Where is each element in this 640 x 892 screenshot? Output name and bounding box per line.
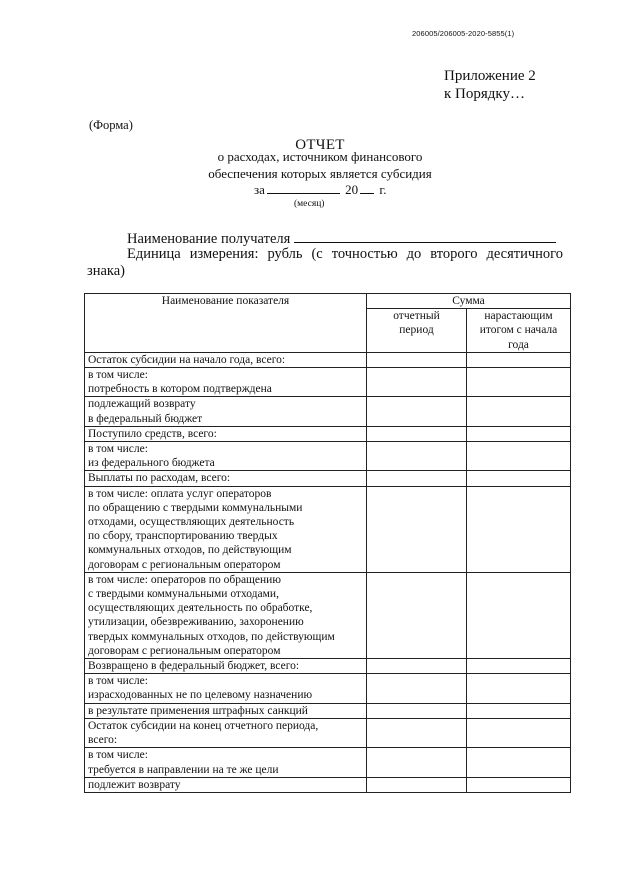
cumulative-cell[interactable] (467, 748, 571, 777)
year-prefix: 20 (345, 182, 359, 197)
row-label: в том числе: оплата услуг операторов по обращению с твердыми коммунальными отходами, осуществляющих деятельность по сбору, транспортированию твердых коммунальных отходов, по действующим договорам с региональным оператором (85, 486, 367, 572)
subtitle-line-1: о расходах, источником финансового (217, 149, 423, 164)
header-cumulative: нарастающим итогом с начала года (467, 309, 571, 353)
reporting-period-cell[interactable] (367, 674, 467, 703)
document-id: 206005/206005-2020-5855(1) (412, 29, 515, 38)
reporting-period-cell[interactable] (367, 442, 467, 471)
unit-of-measure: Единица измерения: рубль (с точностью до второго десятичного знака) (87, 246, 563, 279)
form-label: (Форма) (89, 118, 133, 132)
report-title: ОТЧЕТ (295, 137, 345, 153)
period-prefix: за (254, 182, 265, 197)
table-row (85, 471, 571, 486)
reporting-period-cell[interactable] (367, 426, 467, 441)
row-label: Остаток субсидии на конец отчетного периода, всего: (85, 718, 367, 747)
reporting-period-cell[interactable] (367, 572, 467, 658)
table-row (85, 659, 571, 674)
cumulative-cell[interactable] (467, 368, 571, 397)
table-row (85, 352, 571, 367)
year-blank-field[interactable] (360, 181, 374, 194)
table-row (85, 718, 571, 747)
report-table (84, 293, 571, 793)
cumulative-cell[interactable] (467, 352, 571, 367)
reporting-period-cell[interactable] (367, 368, 467, 397)
recipient-label: Наименование получателя (127, 231, 291, 247)
recipient-blank-field[interactable] (294, 228, 556, 243)
row-label: в том числе: операторов по обращению с твердыми коммунальными отходами, осуществляющих деятельность по обработке, утилизации, обезвреживанию, захоронению твердых коммунальных отходов, по действующим договорам с региональным оператором (85, 572, 367, 658)
table-row (85, 368, 571, 397)
month-blank-field[interactable] (267, 181, 340, 194)
row-label: в том числе: из федерального бюджета (85, 442, 367, 471)
table-row (85, 442, 571, 471)
header-indicator-name: Наименование показателя (85, 294, 367, 353)
report-period (254, 181, 387, 198)
cumulative-cell[interactable] (467, 442, 571, 471)
table-row (85, 777, 571, 792)
row-label: подлежащий возврату в федеральный бюджет (85, 397, 367, 426)
cumulative-cell[interactable] (467, 659, 571, 674)
reporting-period-cell[interactable] (367, 777, 467, 792)
cumulative-cell[interactable] (467, 471, 571, 486)
reporting-period-cell[interactable] (367, 748, 467, 777)
table-row (85, 486, 571, 572)
row-label: в том числе: требуется в направлении на те же цели (85, 748, 367, 777)
appendix-line-1: Приложение 2 (444, 68, 536, 84)
row-label: Выплаты по расходам, всего: (85, 471, 367, 486)
reporting-period-cell[interactable] (367, 397, 467, 426)
table-row (85, 674, 571, 703)
header-reporting-period: отчетный период (367, 309, 467, 353)
appendix-note (444, 67, 536, 103)
cumulative-cell[interactable] (467, 718, 571, 747)
row-label: Остаток субсидии на начало года, всего: (85, 352, 367, 367)
subtitle-line-2: обеспечения которых является субсидия (208, 165, 432, 181)
row-label: Возвращено в федеральный бюджет, всего: (85, 659, 367, 674)
row-label: в том числе: потребность в котором подтверждена (85, 368, 367, 397)
cumulative-cell[interactable] (467, 674, 571, 703)
cumulative-cell[interactable] (467, 426, 571, 441)
recipient-row (127, 228, 556, 248)
table-row (85, 748, 571, 777)
period-suffix: г. (379, 182, 387, 197)
table-row (85, 703, 571, 718)
report-subtitle (140, 149, 500, 182)
row-label: Поступило средств, всего: (85, 426, 367, 441)
table-row (85, 572, 571, 658)
reporting-period-cell[interactable] (367, 659, 467, 674)
header-sum: Сумма (367, 294, 571, 309)
reporting-period-cell[interactable] (367, 718, 467, 747)
cumulative-cell[interactable] (467, 572, 571, 658)
cumulative-cell[interactable] (467, 703, 571, 718)
reporting-period-cell[interactable] (367, 352, 467, 367)
appendix-line-2: к Порядку… (444, 86, 525, 102)
cumulative-cell[interactable] (467, 397, 571, 426)
row-label: в результате применения штрафных санкций (85, 703, 367, 718)
row-label: в том числе: израсходованных не по целевому назначению (85, 674, 367, 703)
row-label: подлежит возврату (85, 777, 367, 792)
reporting-period-cell[interactable] (367, 486, 467, 572)
reporting-period-cell[interactable] (367, 703, 467, 718)
month-note: (месяц) (294, 199, 325, 209)
table-row (85, 426, 571, 441)
cumulative-cell[interactable] (467, 777, 571, 792)
cumulative-cell[interactable] (467, 486, 571, 572)
table-row (85, 397, 571, 426)
reporting-period-cell[interactable] (367, 471, 467, 486)
